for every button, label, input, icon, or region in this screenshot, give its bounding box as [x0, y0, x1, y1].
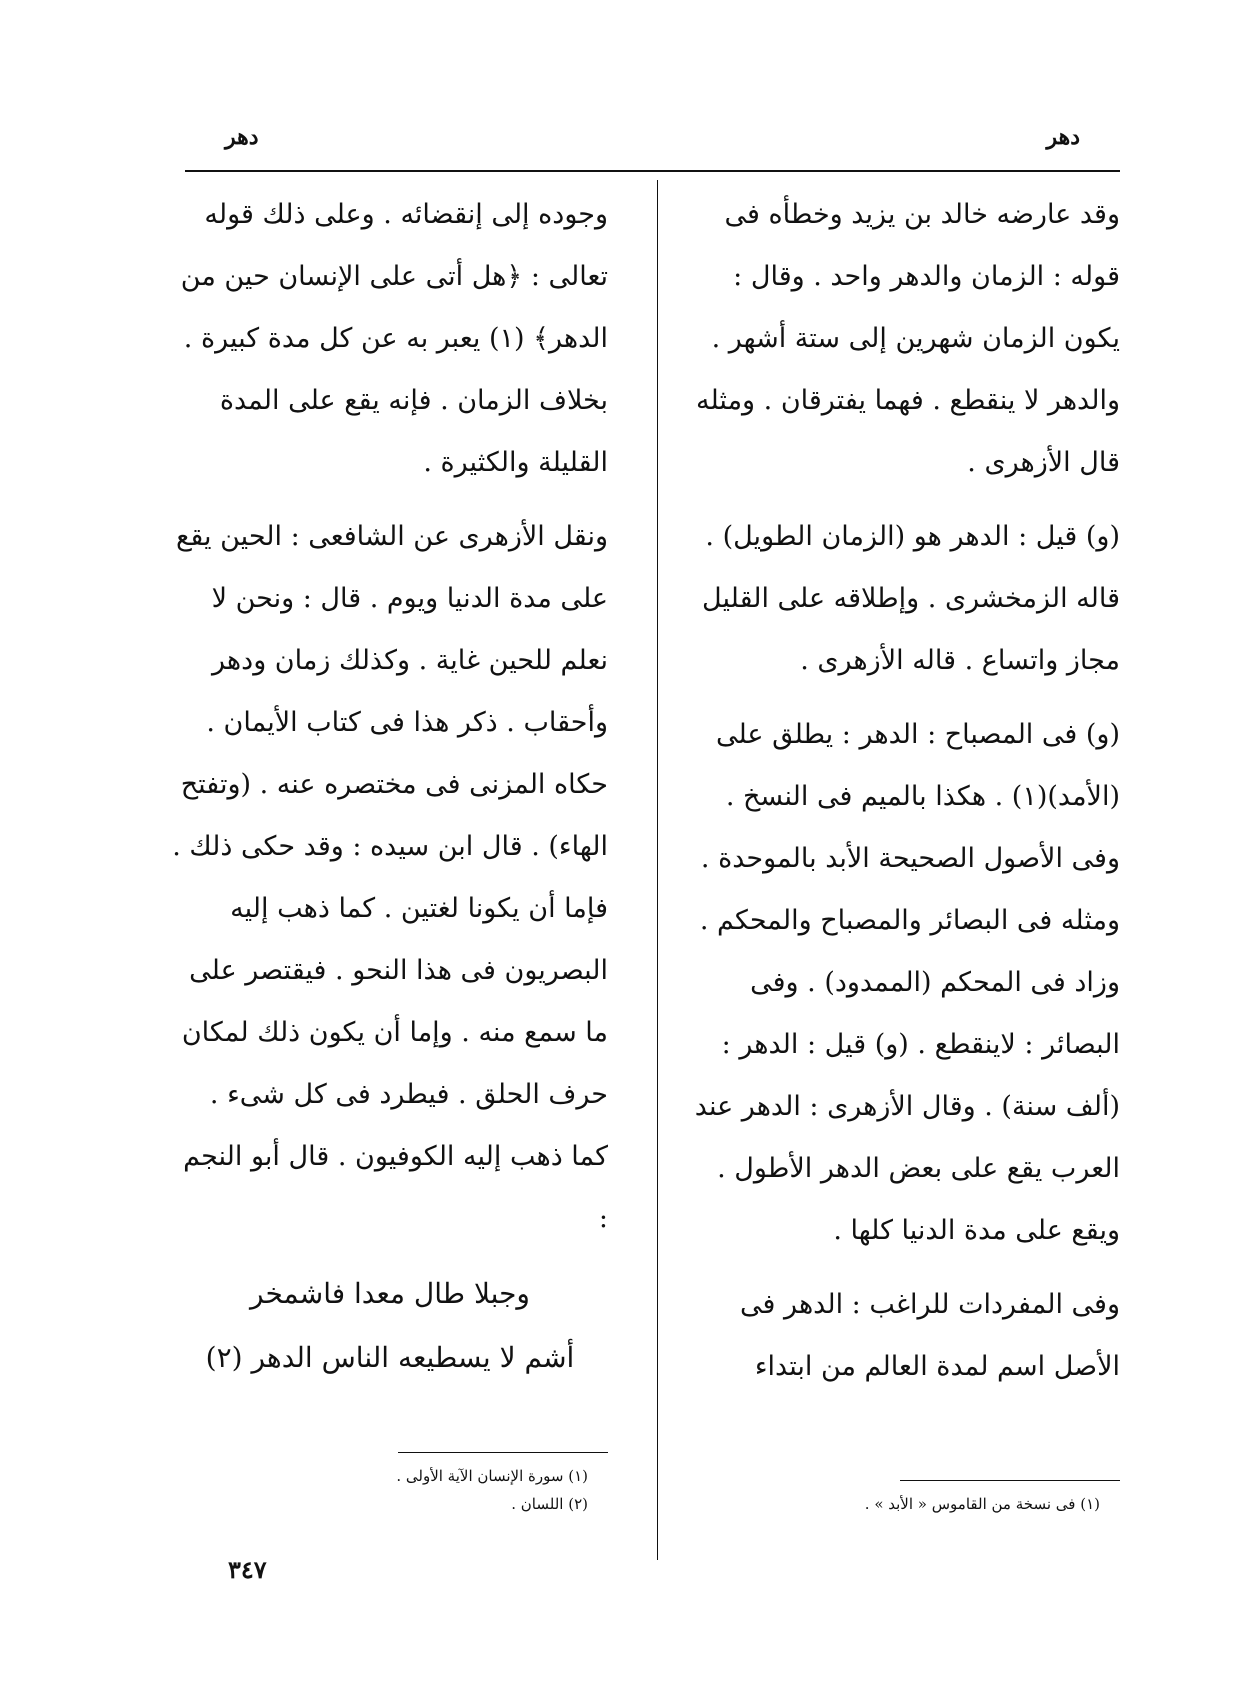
header-right-word: دهر — [1046, 124, 1080, 150]
verse-line-1: وجبلا طال معدا فاشمخر — [250, 1277, 530, 1310]
verse-line-2: أشم لا يسطيعه الناس الدهر (٢) — [205, 1341, 575, 1374]
right-paragraph-1: وقد عارضه خالد بن يزيد وخطأه فى قوله : الزمان والدهر واحد . وقال : يكون الزمان شهرين إلى ستة أشهر . والدهر لا ينقطع . فهما يفترقان . ومثله قال الأزهرى . — [696, 199, 1120, 478]
right-paragraph-2: (و) قيل : الدهر هو (الزمان الطويل) . قاله الزمخشرى . وإطلاقه على القليل مجاز واتساع . قاله الأزهرى . — [702, 521, 1120, 676]
footnote-rule-left — [398, 1452, 608, 1453]
footnotes-left — [172, 1462, 608, 1518]
footnote-right-1: (١) فى نسخة من القاموس « الأبد » . — [864, 1495, 1100, 1513]
footnote-left-1: (١) سورة الإنسان الآية الأولى . — [396, 1467, 588, 1485]
left-paragraph-1: وجوده إلى إنقضائه . وعلى ذلك قوله تعالى : ﴿هل أتى على الإنسان حين من الدهر﴾ (١) يعبر به عن كل مدة كبيرة . بخلاف الزمان . فإنه يقع على المدة القليلة والكثيرة . — [180, 199, 608, 478]
left-column — [172, 184, 608, 1390]
column-divider — [657, 180, 658, 1560]
poem-verse — [172, 1262, 608, 1390]
right-column — [678, 184, 1120, 1410]
header-left-word: دهر — [225, 124, 259, 150]
footnote-rule-right — [900, 1480, 1120, 1481]
left-paragraph-2: ونقل الأزهرى عن الشافعى : الحين يقع على مدة الدنيا ويوم . قال : ونحن لا نعلم للحين غاية . وكذلك زمان ودهر وأحقاب . ذكر هذا فى كتاب الأيمان . حكاه المزنى فى مختصره عنه . (وتفتح الهاء) . قال ابن سيده : وقد حكى ذلك . فإما أن يكونا لغتين . كما ذهب إليه البصريون فى هذا النحو . فيقتصر على ما سمع منه . وإما أن يكون ذلك لمكان حرف الحلق . فيطرد فى كل شىء . كما ذهب إليه الكوفيون . قال أبو النجم : — [172, 521, 608, 1234]
running-header — [185, 118, 1120, 158]
footnotes-right — [678, 1490, 1120, 1518]
page-number: ٣٤٧ — [228, 1555, 267, 1584]
footnote-left-2: (٢) اللسان . — [511, 1495, 588, 1513]
right-paragraph-3: (و) فى المصباح : الدهر : يطلق على (الأمد)(١) . هكذا بالميم فى النسخ . وفى الأصول الصحيحة الأبد بالموحدة . ومثله فى البصائر والمصباح والمحكم . وزاد فى المحكم (الممدود) . وفى البصائر : لاينقطع . (و) قيل : الدهر : (ألف سنة) . وقال الأزهرى : الدهر عند العرب يقع على بعض الدهر الأطول . ويقع على مدة الدنيا كلها . — [694, 719, 1120, 1246]
right-paragraph-4: وفى المفردات للراغب : الدهر فى الأصل اسم لمدة العالم من ابتداء — [740, 1289, 1120, 1382]
header-rule — [185, 170, 1120, 172]
